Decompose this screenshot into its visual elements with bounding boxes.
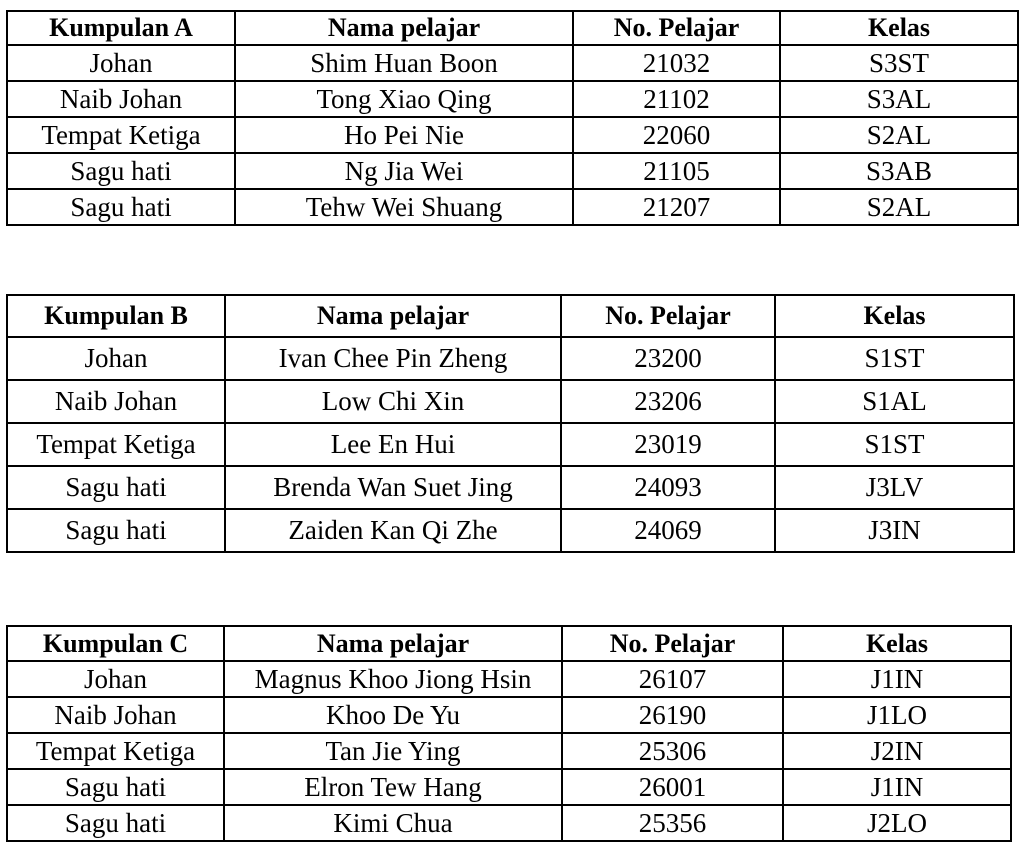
class-cell: J2LO — [783, 805, 1011, 841]
placement-cell: Naib Johan — [7, 697, 224, 733]
student-name-cell: Low Chi Xin — [225, 380, 561, 423]
student-number-cell: 24093 — [561, 466, 775, 509]
class-cell: S2AL — [780, 189, 1018, 225]
student-number-cell: 26001 — [562, 769, 783, 805]
class-cell: S3ST — [780, 45, 1018, 81]
group-header: Kumpulan C — [7, 626, 224, 661]
student-name-cell: Khoo De Yu — [224, 697, 562, 733]
student-number-cell: 23019 — [561, 423, 775, 466]
student-name-cell: Tehw Wei Shuang — [235, 189, 573, 225]
class-cell: J2IN — [783, 733, 1011, 769]
student-number-cell: 26190 — [562, 697, 783, 733]
student-name-header: Nama pelajar — [224, 626, 562, 661]
class-cell: S3AB — [780, 153, 1018, 189]
class-cell: J1IN — [783, 769, 1011, 805]
student-number-cell: 21207 — [573, 189, 780, 225]
student-name-header: Nama pelajar — [225, 295, 561, 337]
placement-cell: Sagu hati — [7, 466, 225, 509]
student-name-cell: Ivan Chee Pin Zheng — [225, 337, 561, 380]
group-header: Kumpulan A — [7, 11, 235, 45]
student-number-cell: 22060 — [573, 117, 780, 153]
table-row — [7, 189, 1018, 225]
table-row — [7, 153, 1018, 189]
class-header: Kelas — [783, 626, 1011, 661]
kumpulan-c-table — [6, 625, 1012, 842]
class-cell: S1ST — [775, 423, 1014, 466]
placement-cell: Tempat Ketiga — [7, 117, 235, 153]
class-cell: S2AL — [780, 117, 1018, 153]
placement-cell: Sagu hati — [7, 509, 225, 552]
student-number-cell: 21032 — [573, 45, 780, 81]
student-number-cell: 21102 — [573, 81, 780, 117]
table-row — [7, 733, 1011, 769]
group-header: Kumpulan B — [7, 295, 225, 337]
student-name-cell: Lee En Hui — [225, 423, 561, 466]
student-number-cell: 25356 — [562, 805, 783, 841]
table-row — [7, 423, 1014, 466]
class-cell: S3AL — [780, 81, 1018, 117]
placement-cell: Johan — [7, 661, 224, 697]
student-name-cell: Kimi Chua — [224, 805, 562, 841]
student-number-cell: 23200 — [561, 337, 775, 380]
table-row — [7, 81, 1018, 117]
student-number-header: No. Pelajar — [562, 626, 783, 661]
student-number-cell: 21105 — [573, 153, 780, 189]
placement-cell: Tempat Ketiga — [7, 733, 224, 769]
table-row — [7, 117, 1018, 153]
table-row — [7, 769, 1011, 805]
student-name-cell: Shim Huan Boon — [235, 45, 573, 81]
table-header-row — [7, 626, 1011, 661]
class-cell: J3IN — [775, 509, 1014, 552]
class-cell: J1IN — [783, 661, 1011, 697]
student-number-header: No. Pelajar — [561, 295, 775, 337]
placement-cell: Johan — [7, 337, 225, 380]
student-number-cell: 25306 — [562, 733, 783, 769]
class-cell: S1ST — [775, 337, 1014, 380]
placement-cell: Naib Johan — [7, 81, 235, 117]
student-number-header: No. Pelajar — [573, 11, 780, 45]
student-number-cell: 24069 — [561, 509, 775, 552]
student-name-cell: Magnus Khoo Jiong Hsin — [224, 661, 562, 697]
table-row — [7, 380, 1014, 423]
student-name-cell: Ng Jia Wei — [235, 153, 573, 189]
table-row — [7, 337, 1014, 380]
class-cell: S1AL — [775, 380, 1014, 423]
class-header: Kelas — [780, 11, 1018, 45]
student-name-cell: Tong Xiao Qing — [235, 81, 573, 117]
placement-cell: Sagu hati — [7, 153, 235, 189]
table-row — [7, 45, 1018, 81]
table-row — [7, 509, 1014, 552]
student-number-cell: 26107 — [562, 661, 783, 697]
student-name-header: Nama pelajar — [235, 11, 573, 45]
placement-cell: Tempat Ketiga — [7, 423, 225, 466]
student-name-cell: Elron Tew Hang — [224, 769, 562, 805]
placement-cell: Sagu hati — [7, 805, 224, 841]
student-name-cell: Tan Jie Ying — [224, 733, 562, 769]
placement-cell: Sagu hati — [7, 189, 235, 225]
student-name-cell: Brenda Wan Suet Jing — [225, 466, 561, 509]
table-row — [7, 661, 1011, 697]
student-number-cell: 23206 — [561, 380, 775, 423]
table-row — [7, 805, 1011, 841]
class-cell: J3LV — [775, 466, 1014, 509]
class-header: Kelas — [775, 295, 1014, 337]
kumpulan-a-table — [6, 10, 1019, 226]
student-name-cell: Zaiden Kan Qi Zhe — [225, 509, 561, 552]
placement-cell: Sagu hati — [7, 769, 224, 805]
kumpulan-b-table — [6, 294, 1015, 553]
class-cell: J1LO — [783, 697, 1011, 733]
table-row — [7, 697, 1011, 733]
student-name-cell: Ho Pei Nie — [235, 117, 573, 153]
table-header-row — [7, 11, 1018, 45]
placement-cell: Naib Johan — [7, 380, 225, 423]
table-header-row — [7, 295, 1014, 337]
placement-cell: Johan — [7, 45, 235, 81]
table-row — [7, 466, 1014, 509]
